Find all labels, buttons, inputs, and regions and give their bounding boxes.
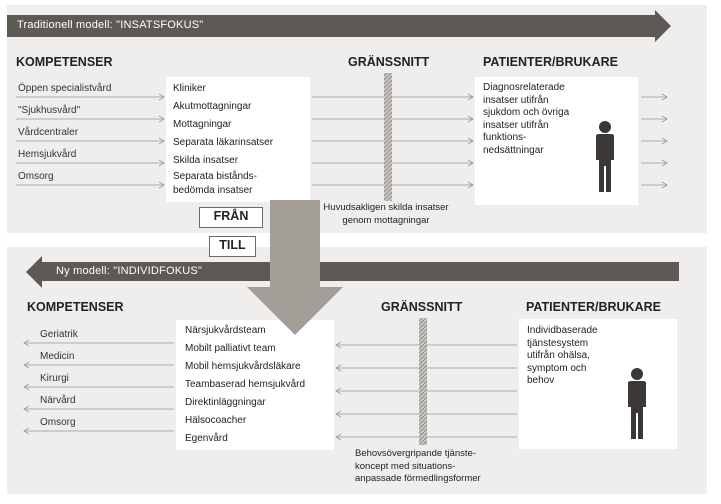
- bottom-interface-note-line-3: anpassade förmedlingsformer: [355, 473, 481, 484]
- bottom-patient-line-2: tjänstesystem: [527, 337, 589, 349]
- top-patient-line-2: insatser utifrån: [483, 94, 549, 106]
- top-competence-3: Vårdcentraler: [18, 127, 79, 138]
- top-competence-1: Öppen specialistvård: [18, 83, 112, 94]
- top-outgoing-arrows: [641, 94, 667, 188]
- bottom-competence-arrow-1: [24, 340, 174, 346]
- bottom-competence-5: Omsorg: [40, 417, 76, 428]
- bottom-competence-3: Kirurgi: [40, 373, 69, 384]
- top-competence-4: Hemsjukvård: [18, 149, 77, 160]
- top-outgoing-arrow-3: [641, 138, 667, 144]
- bottom-competence-arrow-3: [24, 384, 174, 390]
- top-outgoing-arrow-1: [641, 94, 667, 100]
- bottom-interface-header: GRÄNSSNITT: [381, 300, 463, 314]
- top-outgoing-arrow-2: [641, 116, 667, 122]
- top-interface-arrow-5: [312, 182, 473, 188]
- bottom-patient-line-1: Individbaserade: [527, 325, 598, 336]
- bottom-service-5: Direktinläggningar: [185, 397, 266, 408]
- bottom-service-7: Egenvård: [185, 433, 228, 444]
- top-patient-line-5: funktions-: [483, 132, 527, 144]
- top-competence-arrow-1: [16, 94, 164, 100]
- top-outgoing-arrow-5: [641, 182, 667, 188]
- bottom-competence-arrow-5: [24, 428, 174, 434]
- bottom-patient-line-4: symptom och: [527, 362, 587, 374]
- bottom-competence-arrow-2: [24, 362, 174, 368]
- bottom-competence-2: Medicin: [40, 351, 75, 362]
- top-service-5: Skilda insatser: [173, 155, 239, 166]
- top-service-1: Kliniker: [173, 83, 206, 94]
- top-interface-arrows: [312, 94, 473, 188]
- top-service-3: Mottagningar: [173, 119, 232, 130]
- bottom-patients-header: PATIENTER/BRUKARE: [526, 300, 661, 314]
- top-patient-line-6: nedsättningar: [483, 144, 544, 156]
- top-competence-2: "Sjukhusvård": [18, 105, 81, 116]
- top-patient-line-1: Diagnosrelaterade: [483, 82, 565, 93]
- top-interface-arrow-4: [312, 160, 473, 166]
- top-competence-arrow-5: [16, 182, 164, 188]
- from-label: FRÅN: [199, 207, 263, 228]
- top-competence-arrow-2: [16, 116, 164, 122]
- to-label: TILL: [209, 236, 256, 257]
- bottom-service-2: Mobilt palliativt team: [185, 343, 276, 354]
- top-competence-arrow-3: [16, 138, 164, 144]
- top-patients-header: PATIENTER/BRUKARE: [483, 55, 618, 69]
- bottom-patient-line-5: behov: [527, 375, 555, 387]
- top-service-7: bedömda insatser: [173, 185, 253, 196]
- bottom-competence-arrows: [24, 340, 174, 434]
- top-banner-title: Traditionell modell: "INSATSFOKUS": [17, 19, 204, 31]
- bottom-competence-arrow-4: [24, 406, 174, 412]
- bottom-competences-header: KOMPETENSER: [27, 300, 124, 314]
- top-interface-arrow-3: [312, 138, 473, 144]
- bottom-service-3: Mobil hemsjukvårdsläkare: [185, 361, 301, 372]
- bottom-interface-note-line-2: koncept med situations-: [355, 460, 456, 472]
- top-competence-5: Omsorg: [18, 171, 54, 182]
- top-service-6: Separata bistånds-: [173, 171, 257, 182]
- top-competence-arrow-4: [16, 160, 164, 166]
- bottom-person-icon: [628, 368, 646, 439]
- bottom-interface-note-line-1: Behovsövergripande tjänste-: [355, 448, 476, 459]
- bottom-competence-4: Närvård: [40, 395, 76, 406]
- top-interface-arrow-1: [312, 94, 473, 100]
- top-patient-line-4: insatser utifrån: [483, 119, 549, 131]
- top-interface-arrow-2: [312, 116, 473, 122]
- bottom-patient-line-3: utifrån ohälsa,: [527, 350, 590, 362]
- top-competences-header: KOMPETENSER: [16, 55, 113, 69]
- bottom-banner-title: Ny modell: "INDIVIDFOKUS": [56, 265, 203, 277]
- top-competence-arrows: [16, 94, 164, 188]
- top-outgoing-arrow-4: [641, 160, 667, 166]
- top-person-icon: [596, 121, 614, 192]
- bottom-interface-separator: [419, 318, 427, 445]
- bottom-competence-1: Geriatrik: [40, 329, 78, 340]
- top-interface-note-line-1: Huvudsakligen skilda insatser: [323, 202, 449, 213]
- top-patient-line-3: sjukdom och övriga: [483, 107, 570, 119]
- bottom-service-1: Närsjukvårdsteam: [185, 325, 266, 336]
- top-interface-header: GRÄNSSNITT: [348, 55, 430, 69]
- top-interface-separator: [384, 73, 392, 201]
- bottom-service-6: Hälsocoacher: [185, 415, 247, 426]
- top-service-4: Separata läkarinsatser: [173, 137, 274, 148]
- top-interface-note-line-2: genom mottagningar: [342, 215, 430, 226]
- bottom-service-4: Teambaserad hemsjukvård: [185, 379, 306, 390]
- top-service-2: Akutmottagningar: [173, 101, 252, 112]
